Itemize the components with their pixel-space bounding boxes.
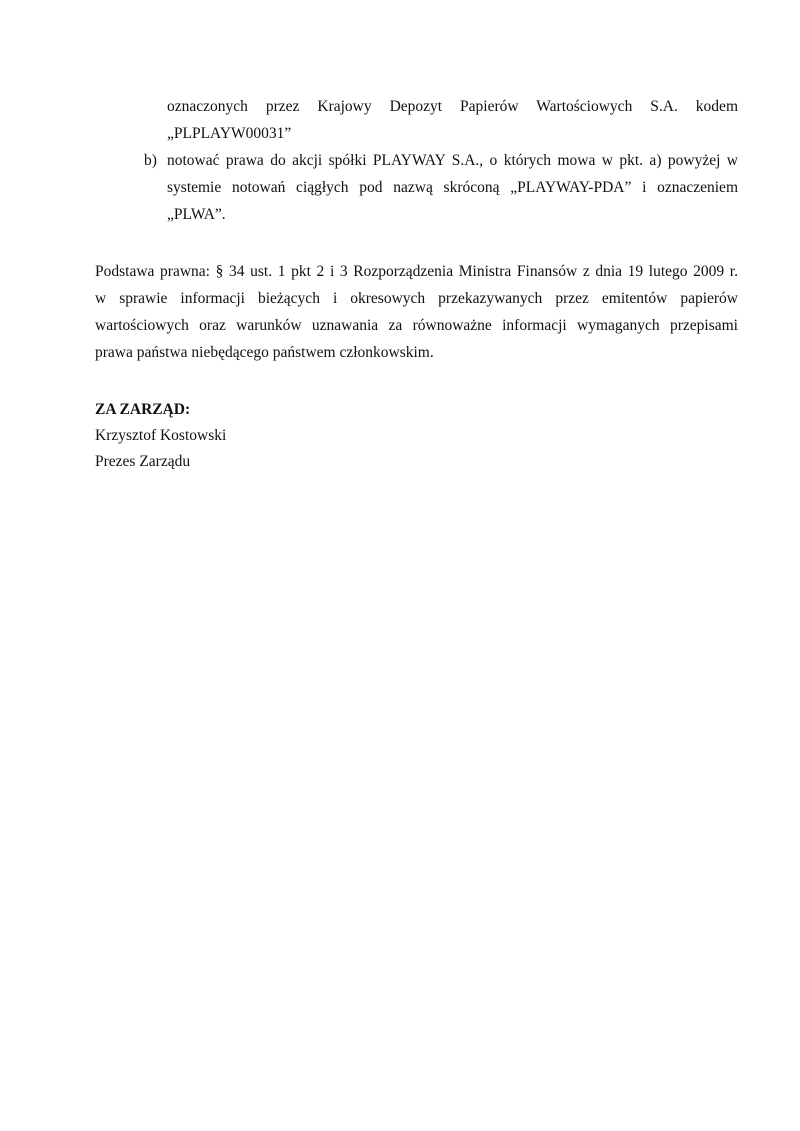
list-marker-b: b) xyxy=(144,152,157,169)
signatory-title: Prezes Zarządu xyxy=(95,453,191,470)
signature-heading: ZA ZARZĄD: xyxy=(95,401,191,418)
list-item-b-line-1: notować prawa do akcji spółki PLAYWAY S.A., o których mowa w pkt. a) powyżej w xyxy=(167,152,738,169)
list-item-b-line-2: systemie notowań ciągłych pod nazwą skróconą „PLAYWAY-PDA” i oznaczeniem xyxy=(167,179,738,196)
legal-basis-line-1: Podstawa prawna: § 34 ust. 1 pkt 2 i 3 Rozporządzenia Ministra Finansów z dnia 19 lutego 2009 r. xyxy=(95,263,738,280)
legal-basis-line-2: w sprawie informacji bieżących i okresowych przekazywanych przez emitentów papierów xyxy=(95,290,738,307)
list-item-a-line-2: „PLPLAYW00031” xyxy=(167,125,292,142)
list-item-b-line-3: „PLWA”. xyxy=(167,206,226,223)
legal-basis-line-4: prawa państwa niebędącego państwem członkowskim. xyxy=(95,344,434,361)
list-item-a-line-1: oznaczonych przez Krajowy Depozyt Papierów Wartościowych S.A. kodem xyxy=(167,98,738,115)
signatory-name: Krzysztof Kostowski xyxy=(95,427,227,444)
legal-basis-line-3: wartościowych oraz warunków uznawania za równoważne informacji wymaganych przepisami xyxy=(95,317,738,334)
